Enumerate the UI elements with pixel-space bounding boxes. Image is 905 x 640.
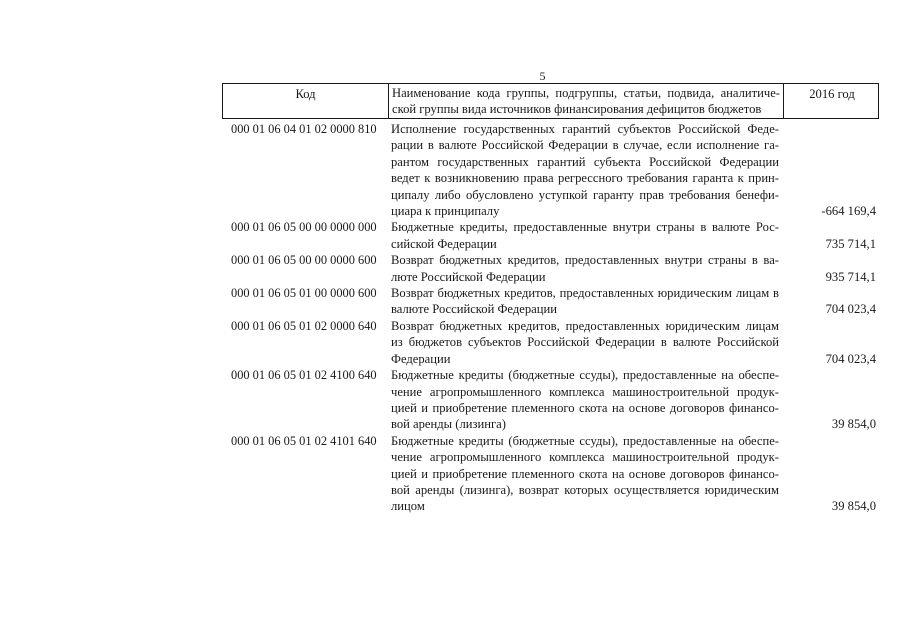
row-name-line: лицом: [391, 499, 425, 514]
page-number: 5: [539, 69, 546, 83]
table-row: [222, 367, 879, 433]
table-row: [222, 433, 879, 515]
row-code: 000 01 06 04 01 02 0000 810: [231, 122, 377, 136]
sources-table: [222, 83, 879, 515]
row-name-line: сийской Федерации: [391, 236, 497, 251]
row-amount: -664 169,4: [821, 204, 876, 219]
table-row: [222, 318, 879, 367]
table-body: [222, 121, 879, 515]
row-name-line: рантом государственных гарантий субъекта Российской Федерации: [391, 154, 779, 169]
row-name-line: чение агропромышленного комплекса машиностроительной продук-: [391, 384, 779, 399]
row-name: [387, 219, 783, 252]
row-amount: 704 023,4: [825, 351, 876, 366]
row-name: [387, 121, 783, 219]
table-row: [222, 252, 879, 285]
row-name-line: Бюджетные кредиты (бюджетные ссуды), предоставленные на обеспе-: [391, 368, 779, 383]
row-amount: 39 854,0: [831, 417, 876, 432]
row-name-line: из бюджетов субъектов Российской Федерации в валюте Российской: [391, 335, 779, 350]
row-name-line: Возврат бюджетных кредитов, предоставленных внутри страны в ва-: [391, 253, 779, 268]
row-name-line: рации в валюте Российской Федерации в случае, если исполнение га-: [391, 138, 779, 153]
row-name-line: Бюджетные кредиты, предоставленные внутри страны в валюте Рос-: [391, 220, 779, 235]
header-name-line: Наименование кода группы, подгруппы, статьи, подвида, аналитиче-: [392, 86, 780, 100]
row-name: [387, 433, 783, 515]
row-amount: 39 854,0: [831, 499, 876, 514]
row-code: 000 01 06 05 01 00 0000 600: [231, 286, 377, 301]
header-name: [388, 84, 784, 118]
row-name: [387, 285, 783, 318]
row-name-line: люте Российской Федерации: [391, 269, 546, 284]
row-name-line: ведет к возникновению права регрессного требования гаранта к прин-: [391, 171, 779, 186]
row-name-line: цией и приобретение племенного скота на основе договоров финансо-: [391, 400, 779, 415]
row-name: [387, 318, 783, 367]
table-row: [222, 219, 879, 252]
row-code: 000 01 06 05 01 02 0000 640: [231, 318, 377, 333]
row-name-line: циара к принципалу: [391, 204, 500, 219]
row-name-line: цией и приобретение племенного скота на основе договоров финансо-: [391, 466, 779, 481]
row-name: [387, 367, 783, 433]
row-amount: 704 023,4: [825, 302, 876, 317]
row-name: [387, 252, 783, 285]
row-name-line: Исполнение государственных гарантий субъектов Российской Феде-: [391, 122, 779, 136]
row-amount: 935 714,1: [825, 269, 876, 284]
header-name-line: ской группы вида источников финансирования дефицитов бюджетов: [392, 102, 762, 117]
row-code: 000 01 06 05 00 00 0000 600: [231, 253, 377, 268]
row-name-line: Возврат бюджетных кредитов, предоставленных юридическим лицам: [391, 318, 779, 333]
row-amount: 735 714,1: [825, 236, 876, 251]
row-name-line: Возврат бюджетных кредитов, предоставленных юридическим лицам в: [391, 286, 779, 301]
row-name-line: ципалу либо обусловлено уступкой гаранту прав требования бенефи-: [391, 187, 779, 202]
row-name-line: вой аренды (лизинга), возврат которых осуществляется юридическим: [391, 482, 779, 497]
table-header: [222, 83, 879, 119]
row-name-line: вой аренды (лизинга): [391, 417, 506, 432]
row-code: 000 01 06 05 01 02 4100 640: [231, 368, 377, 383]
row-name-line: чение агропромышленного комплекса машиностроительной продук-: [391, 450, 779, 465]
row-code: 000 01 06 05 00 00 0000 000: [231, 220, 377, 235]
header-year: 2016 год: [809, 87, 855, 101]
row-name-line: Федерации: [391, 351, 451, 366]
table-row: [222, 285, 879, 318]
header-code: Код: [295, 87, 316, 101]
row-code: 000 01 06 05 01 02 4101 640: [231, 433, 377, 448]
table-row: [222, 121, 879, 219]
row-name-line: валюте Российской Федерации: [391, 302, 557, 317]
row-name-line: Бюджетные кредиты (бюджетные ссуды), предоставленные на обеспе-: [391, 433, 779, 448]
